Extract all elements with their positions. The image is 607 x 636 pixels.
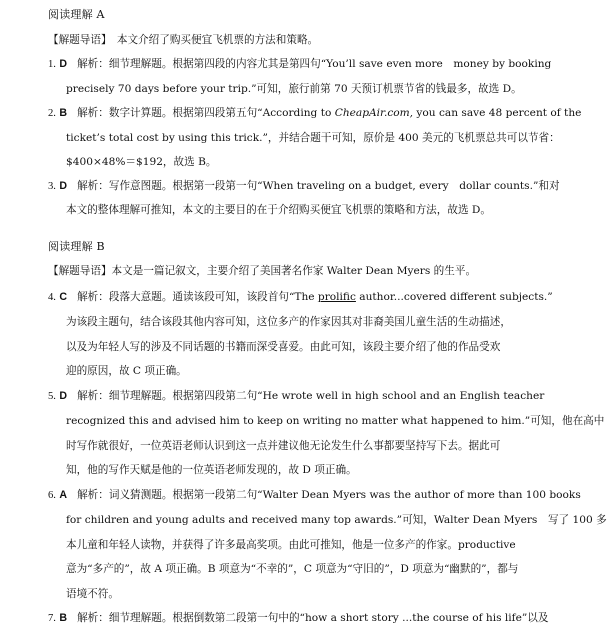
q4-explanation-2: 为该段主题句，结合该段其他内容可知，这位多产的作家因其对非裔美国儿童生活的生动描述，: [66, 316, 511, 328]
q3-number: 3.: [48, 181, 56, 192]
q5-line-1: [48, 384, 544, 410]
q6-number: 6.: [48, 490, 56, 501]
q2-explanation-1b: you can save 48 percent of the: [413, 107, 582, 119]
section-a-heading: 阅读理解 A: [48, 8, 105, 21]
q2-line-1: [48, 101, 581, 127]
q7-line-1: [48, 606, 548, 632]
q6-explanation-4: 意为“多产的”，故 A 项正确。B 项意为“不幸的”，C 项意为“守旧的”，D 项意为“幽默的”，都与: [66, 563, 519, 575]
q1-explanation-1: 解析：细节理解题。根据第四段的内容尤其是第四句“You’ll save even more money by booking: [77, 58, 552, 70]
q5-explanation-3: 时写作就很好，一位英语老师认识到这一点并建议他无论发生什么事都要坚持写下去。据此可: [66, 440, 501, 452]
q2-explanation-3: $400×48%＝$192，故选 B。: [66, 156, 217, 168]
q4-number: 4.: [48, 292, 56, 303]
q3-line-1: [48, 174, 560, 200]
section-a-guide: 【解题导语】 本文介绍了购买便宜飞机票的方法和策略。: [48, 34, 319, 46]
q1-number: 1.: [48, 59, 56, 70]
q4-explanation-1b: author...covered different subjects.”: [355, 291, 553, 303]
q1-answer: D: [59, 58, 67, 70]
q3-answer: D: [59, 180, 67, 192]
q4-line-1: [48, 285, 553, 311]
q2-explanation-2: ticket’s total cost by using this trick.”，并结合题干可知，原价是 400 美元的飞机票总共可以节省：: [66, 132, 560, 144]
q4-underlined-word: prolific: [317, 291, 356, 303]
q4-explanation-4: 迎的原因，故 C 项正确。: [66, 365, 187, 377]
q5-explanation-2: recognized this and advised him to keep on writing no matter what happened to him.”可知，他在高中: [66, 415, 605, 427]
section-b-guide: 【解题导语】本文是一篇记叙文，主要介绍了美国著名作家 Walter Dean Myers 的生平。: [48, 265, 477, 277]
q7-answer: B: [59, 612, 67, 624]
q5-explanation-4: 知，他的写作天赋是他的一位英语老师发现的，故 D 项正确。: [66, 464, 357, 476]
q5-answer: D: [59, 390, 67, 402]
q6-answer: A: [59, 489, 67, 501]
q2-answer: B: [59, 107, 67, 119]
q6-explanation-3: 本儿童和年轻人读物，并获得了许多最高奖项。由此可推知，他是一位多产的作家。productive: [66, 539, 516, 551]
q6-explanation-5: 语境不符。: [66, 588, 119, 600]
q4-explanation-1a: 解析：段落大意题。通读该段可知，该段首句“The: [77, 291, 318, 303]
q3-explanation-2: 本文的整体理解可推知，本文的主要目的在于介绍购买便宜飞机票的策略和方法，故选 D。: [66, 204, 492, 216]
q7-explanation-1: 解析：细节理解题。根据倒数第二段第一句中的“how a short story ...the course of his life”以及: [77, 612, 549, 624]
q2-number: 2.: [48, 108, 56, 119]
q6-line-1: [48, 483, 581, 509]
q1-line-1: [48, 52, 551, 78]
q4-explanation-3: 以及为年轻人写的涉及不同话题的书籍而深受喜爱。由此可知，该段主要介绍了他的作品受欢: [66, 341, 501, 353]
q7-number: 7.: [48, 613, 56, 624]
q5-number: 5.: [48, 391, 56, 402]
q3-explanation-1: 解析：写作意图题。根据第一段第一句“When traveling on a budget, every dollar counts.”和对: [77, 180, 560, 192]
q4-answer: C: [59, 291, 67, 303]
q6-explanation-1: 解析：词义猜测题。根据第一段第二句“Walter Dean Myers was the author of more than 100 books: [77, 489, 581, 501]
section-b-heading: 阅读理解 B: [48, 240, 105, 253]
q6-explanation-2: for children and young adults and received many top awards.”可知，Walter Dean Myers 写了 100 多: [66, 514, 607, 526]
q1-explanation-2: precisely 70 days before your trip.”可知，旅行前第 70 天预订机票节省的钱最多，故选 D。: [66, 83, 522, 95]
q5-explanation-1: 解析：细节理解题。根据第四段第二句“He wrote well in high school and an English teacher: [77, 390, 545, 402]
q2-explanation-1a: 解析：数字计算题。根据第四段第五句“According to: [77, 107, 335, 119]
q2-explanation-1-italic: CheapAir.com,: [334, 107, 414, 119]
